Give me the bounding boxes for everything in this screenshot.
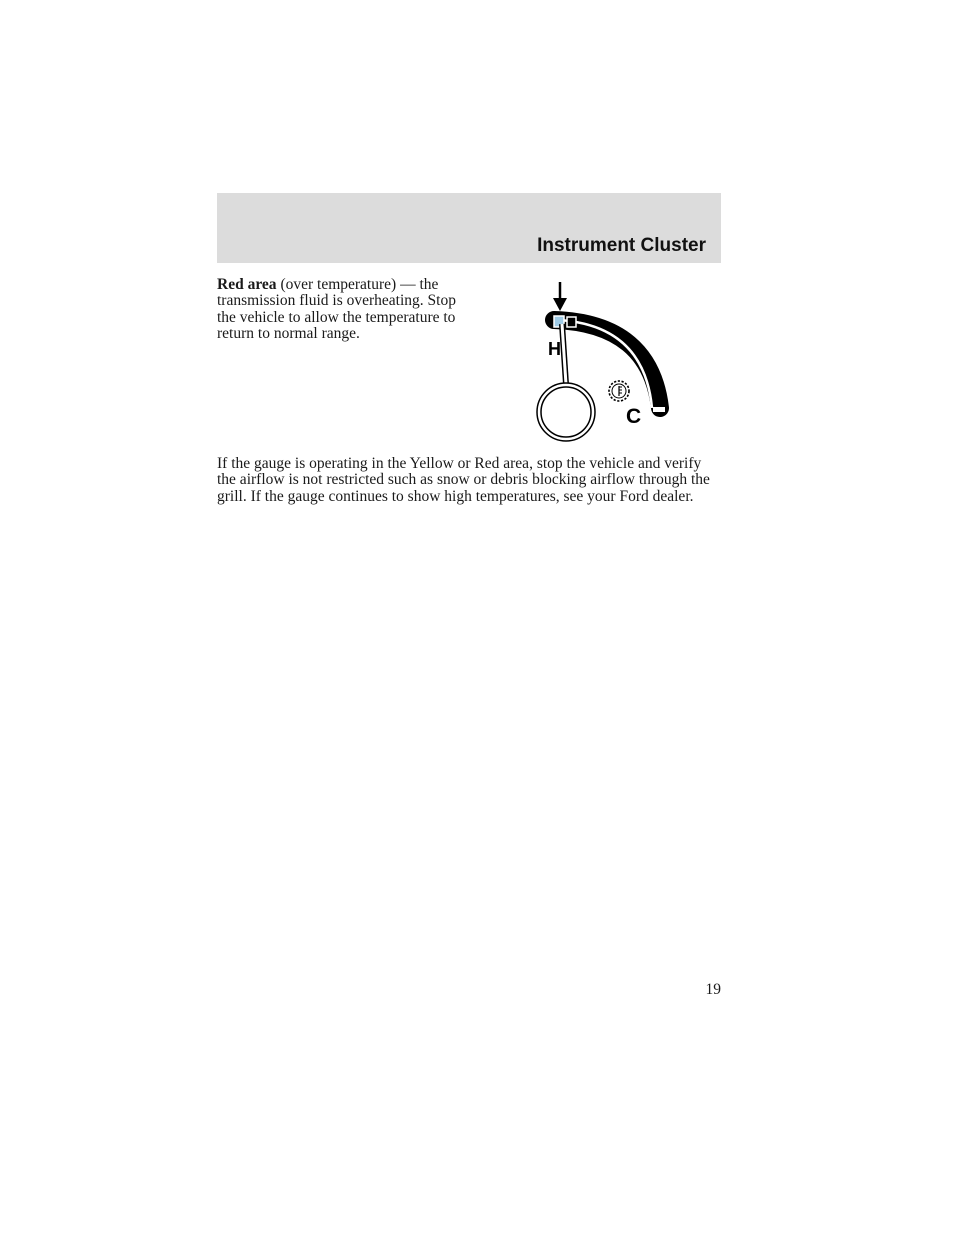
gauge-needle [537,324,595,441]
gauge-note-paragraph: If the gauge is operating in the Yellow or Red area, stop the vehicle and verify the airflow is not restricted such as snow or debris blocking airflow through the grill. If the gauge continues to show high temperatures, see your Ford dealer. [217,455,710,505]
red-area-term: Red area [217,276,277,293]
hot-label: H [548,339,561,359]
cold-label: C [626,405,642,428]
section-header [217,193,721,263]
red-area-paragraph [217,277,477,342]
transmission-temperature-icon [609,381,629,401]
indicator-arrow-icon [553,282,567,311]
yellow-area-segment [567,317,576,327]
section-title: Instrument Cluster [537,235,706,256]
red-area-description: (over temperature) — the transmission fluid is overheating. Stop the vehicle to allow the temperature to return to normal range. [217,276,456,342]
cold-end-segment [653,407,665,412]
transmission-temperature-gauge-illustration [530,278,675,446]
page-number: 19 [705,981,721,998]
